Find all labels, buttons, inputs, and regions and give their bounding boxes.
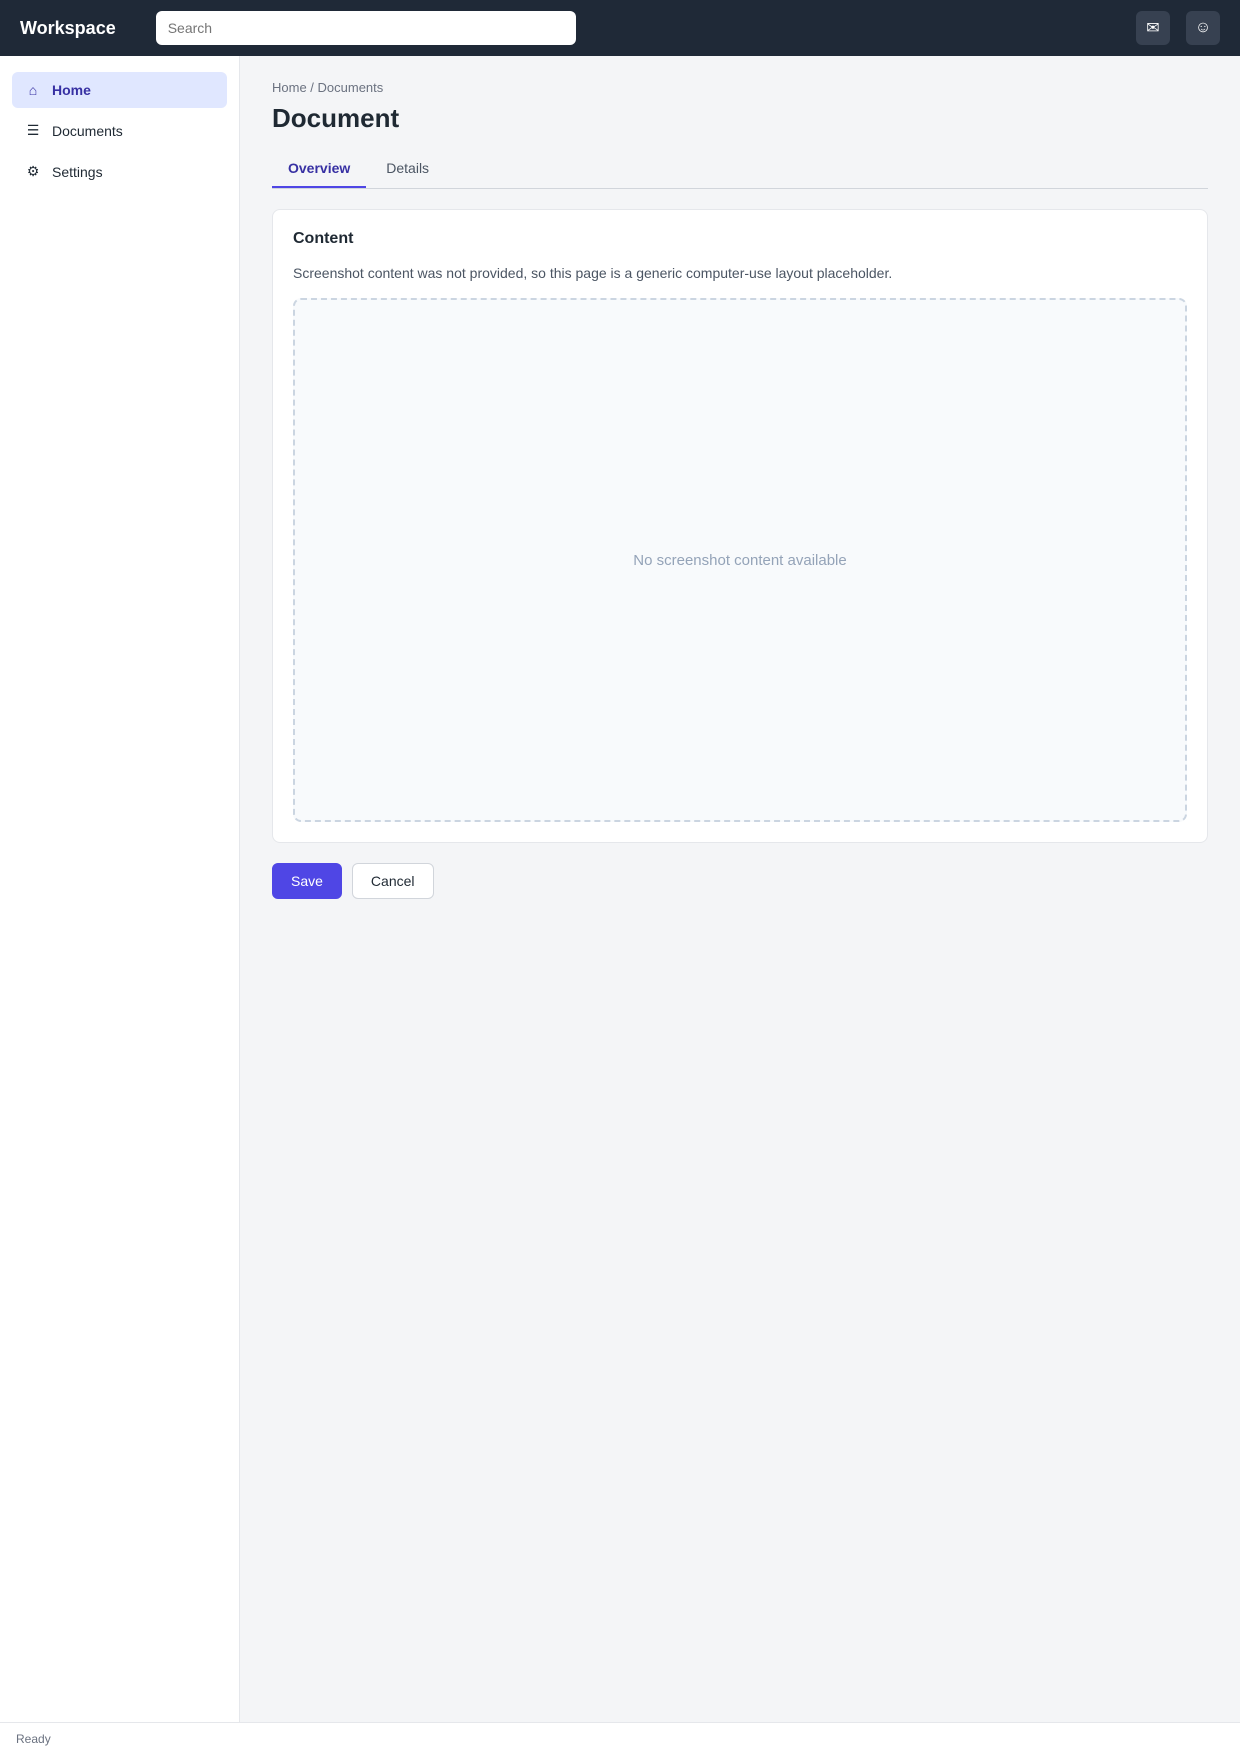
notice-text: Screenshot content was not provided, so this page is a generic computer-use layout placeholder. xyxy=(293,265,893,281)
home-icon: ⌂ xyxy=(28,82,38,98)
sidebar-item-label: Settings xyxy=(52,163,103,180)
sidebar-item-documents[interactable] xyxy=(12,112,227,149)
card-title: Content xyxy=(293,230,354,247)
document-icon: ☰ xyxy=(26,122,40,138)
sidebar-item-home[interactable] xyxy=(12,72,227,108)
tab-details[interactable]: Details xyxy=(386,160,430,176)
content-card xyxy=(272,209,1208,843)
sidebar-item-label: Home xyxy=(52,82,91,98)
gear-icon: ⚙ xyxy=(26,163,40,179)
top-bar xyxy=(0,0,1240,56)
sidebar-item-settings[interactable] xyxy=(12,153,227,190)
tab-overview[interactable]: Overview xyxy=(272,150,366,188)
page-title: Document xyxy=(272,103,400,133)
search-input[interactable] xyxy=(156,11,576,45)
app-body xyxy=(0,56,1240,1722)
tab-bar xyxy=(272,150,1208,189)
app-title: Workspace xyxy=(20,17,116,38)
status-bar xyxy=(0,1722,1240,1754)
sidebar-item-label: Documents xyxy=(52,122,123,139)
sidebar xyxy=(0,56,240,1722)
breadcrumb: Home / Documents xyxy=(272,80,384,95)
save-button[interactable]: Save xyxy=(272,863,342,899)
action-bar xyxy=(272,863,1208,899)
status-text: Ready xyxy=(16,1731,51,1746)
placeholder-text: No screenshot content available xyxy=(633,551,847,569)
content-placeholder xyxy=(293,298,1187,822)
cancel-button[interactable]: Cancel xyxy=(352,863,434,899)
user-avatar-icon[interactable]: ☺ xyxy=(1186,11,1220,45)
notifications-icon[interactable]: ✉ xyxy=(1136,11,1170,45)
main-content xyxy=(240,56,1240,1722)
